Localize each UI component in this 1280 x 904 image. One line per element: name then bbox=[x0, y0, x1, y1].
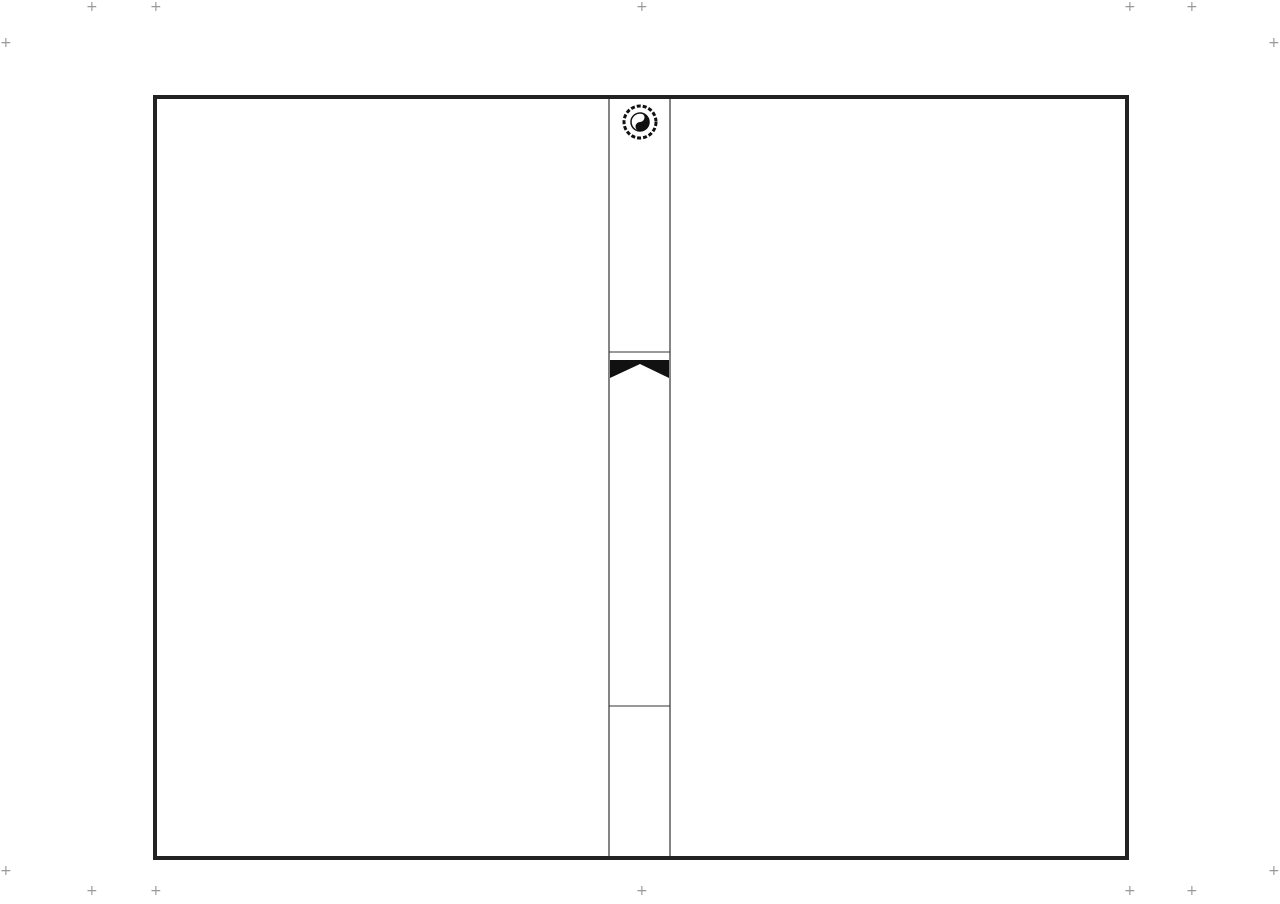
crop-mark: + bbox=[1186, 883, 1198, 899]
crop-mark: + bbox=[0, 863, 12, 879]
crop-mark: + bbox=[1268, 863, 1280, 879]
crop-mark: + bbox=[636, 0, 648, 15]
crop-mark: + bbox=[150, 0, 162, 15]
crop-mark: + bbox=[1186, 0, 1198, 15]
crop-mark: + bbox=[1268, 35, 1280, 51]
crop-mark: + bbox=[150, 883, 162, 899]
crop-mark: + bbox=[1124, 883, 1136, 899]
crop-mark: + bbox=[86, 883, 98, 899]
crop-mark: + bbox=[636, 883, 648, 899]
crop-mark: + bbox=[86, 0, 98, 15]
crop-mark: + bbox=[0, 35, 12, 51]
crop-mark: + bbox=[1124, 0, 1136, 15]
